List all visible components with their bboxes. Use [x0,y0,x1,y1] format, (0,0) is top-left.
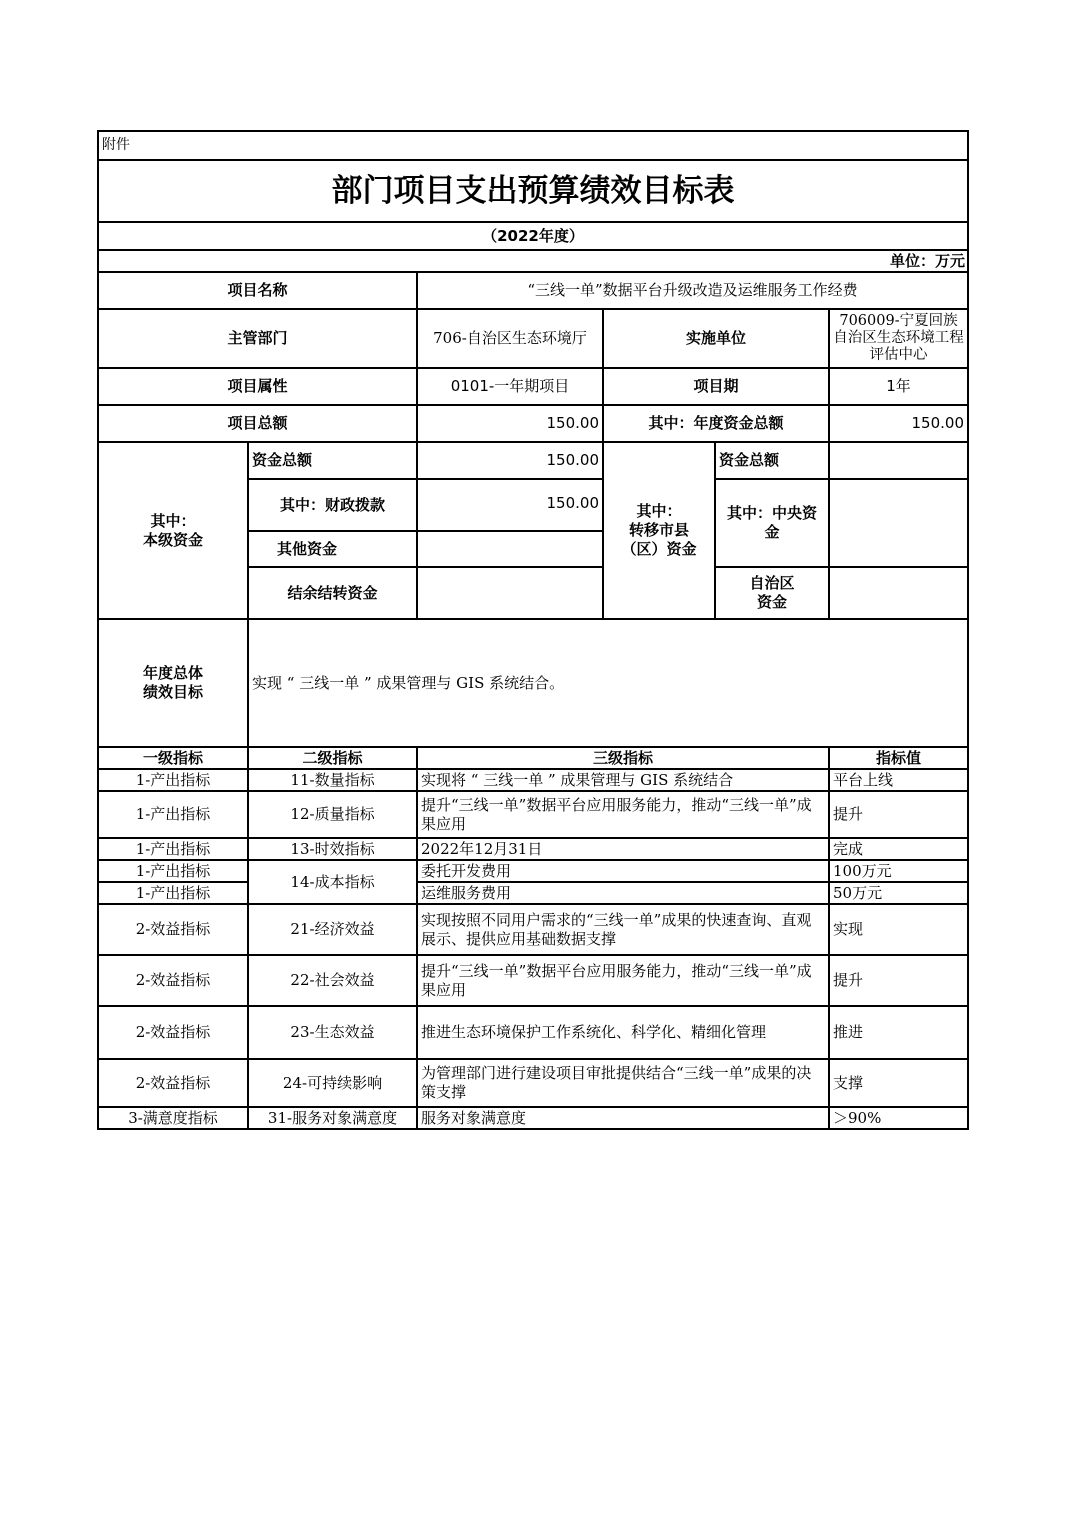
indicator-value: ＞90% [829,1107,968,1129]
goal-label: 年度总体 绩效目标 [98,619,248,747]
region-funds-value [829,567,968,619]
indicator-value: 50万元 [829,882,968,904]
goal-text: 实现 “ 三线一单 ” 成果管理与 GIS 系统结合。 [248,619,968,747]
impl-label: 实施单位 [603,309,829,368]
indicator-level3: 推进生态环境保护工作系统化、科学化、精细化管理 [417,1006,829,1059]
local-total-value: 150.00 [417,442,603,479]
indicator-level2: 21-经济效益 [248,904,417,955]
region-funds-label: 自治区资金 [715,567,829,619]
indicator-level2: 13-时效指标 [248,838,417,860]
attachment-label: 附件 [98,131,968,160]
indicator-level1: 3-满意度指标 [98,1107,248,1129]
indicator-level3: 提升“三线一单”数据平台应用服务能力，推动“三线一单”成果应用 [417,791,829,838]
indicator-value: 实现 [829,904,968,955]
transfer-total-value [829,442,968,479]
indicator-level2: 23-生态效益 [248,1006,417,1059]
indicator-level2: 12-质量指标 [248,791,417,838]
indicator-level1: 1-产出指标 [98,882,248,904]
header-level3: 三级指标 [417,747,829,769]
other-funds-label: 其他资金 [248,531,417,567]
performance-table [97,130,969,748]
indicator-level2: 11-数量指标 [248,769,417,791]
indicator-level1: 1-产出指标 [98,860,248,882]
period-value: 1年 [829,368,968,405]
indicator-level1: 2-效益指标 [98,1059,248,1107]
indicator-level2: 14-成本指标 [248,860,417,904]
indicator-level3: 实现按照不同用户需求的“三线一单”成果的快速查询、直观展示、提供应用基础数据支撑 [417,904,829,955]
indicator-level2: 24-可持续影响 [248,1059,417,1107]
annual-value: 150.00 [829,405,968,442]
indicator-value: 完成 [829,838,968,860]
unit-label: 单位：万元 [98,250,968,272]
annual-label: 其中：年度资金总额 [603,405,829,442]
indicator-level3: 提升“三线一单”数据平台应用服务能力，推动“三线一单”成果应用 [417,955,829,1006]
indicator-level3: 委托开发费用 [417,860,829,882]
indicator-level2: 22-社会效益 [248,955,417,1006]
indicator-level1: 1-产出指标 [98,769,248,791]
indicator-value: 100万元 [829,860,968,882]
page-title: 部门项目支出预算绩效目标表 [98,160,968,222]
project-name-value: “三线一单”数据平台升级改造及运维服务工作经费 [417,272,968,309]
header-value: 指标值 [829,747,968,769]
indicator-level1: 1-产出指标 [98,838,248,860]
dept-label: 主管部门 [98,309,417,368]
central-funds-label: 其中：中央资金 [715,479,829,567]
fiscal-value: 150.00 [417,479,603,531]
other-funds-value [417,531,603,567]
budget-performance-sheet [97,130,967,1130]
header-level1: 一级指标 [98,747,248,769]
indicator-level3: 为管理部门进行建设项目审批提供结合“三线一单”成果的决策支撑 [417,1059,829,1107]
transfer-total-label: 资金总额 [715,442,829,479]
indicator-table [97,746,969,1130]
carry-funds-value [417,567,603,619]
indicator-level3: 实现将 “ 三线一单 ” 成果管理与 GIS 系统结合 [417,769,829,791]
indicator-level2: 31-服务对象满意度 [248,1107,417,1129]
indicator-value: 支撑 [829,1059,968,1107]
fiscal-label: 其中：财政拨款 [248,479,417,531]
central-funds-value [829,479,968,567]
local-total-label: 资金总额 [248,442,417,479]
indicator-value: 推进 [829,1006,968,1059]
project-name-label: 项目名称 [98,272,417,309]
dept-value: 706-自治区生态环境厅 [417,309,603,368]
indicator-level3: 运维服务费用 [417,882,829,904]
attr-label: 项目属性 [98,368,417,405]
indicator-level3: 服务对象满意度 [417,1107,829,1129]
indicator-value: 平台上线 [829,769,968,791]
header-level2: 二级指标 [248,747,417,769]
indicator-level1: 2-效益指标 [98,904,248,955]
period-label: 项目期 [603,368,829,405]
indicator-level1: 2-效益指标 [98,1006,248,1059]
attr-value: 0101-一年期项目 [417,368,603,405]
indicator-level1: 1-产出指标 [98,791,248,838]
indicator-value: 提升 [829,791,968,838]
indicator-level1: 2-效益指标 [98,955,248,1006]
total-label: 项目总额 [98,405,417,442]
impl-value: 706009-宁夏回族自治区生态环境工程评估中心 [829,309,968,368]
indicator-level3: 2022年12月31日 [417,838,829,860]
carry-funds-label: 结余结转资金 [248,567,417,619]
local-funds-label: 其中： 本级资金 [98,442,248,619]
indicator-value: 提升 [829,955,968,1006]
total-value: 150.00 [417,405,603,442]
year-label: （2022年度） [98,222,968,250]
transfer-funds-label: 其中： 转移市县 （区）资金 [603,442,715,619]
